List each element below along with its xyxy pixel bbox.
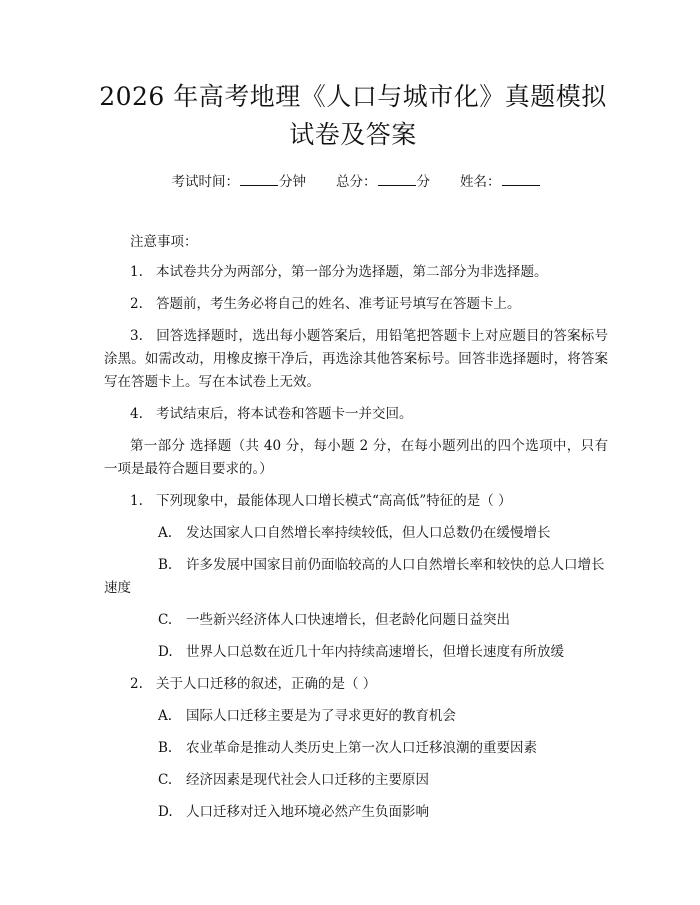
notice-item: 2. 答题前，考生务必将自己的姓名、准考证号填写在答题卡上。 [130,296,521,312]
notice-item: 3. 回答选择题时，选出每小题答案后，用铅笔把答题卡上对应题目的答案标号涂黑。如需改动，用橡皮擦干净后，再选涂其他答案标号。回答非选择题时，将答案写在答题卡上。写在本试卷上无效。 [104,328,608,390]
section-heading: 第一部分 选择题（共 40 分，每小题 2 分，在每小题列出的四个选项中，只有一项是最符合题目要求的。） [104,438,608,477]
exam-title [98,78,608,154]
notice-heading: 注意事项： [130,234,198,250]
option: B. 农业革命是推动人类历史上第一次人口迁移浪潮的重要因素 [158,740,537,756]
option: B. 许多发展中国家目前仍面临较高的人口自然增长率和较快的总人口增长速度 [104,557,605,596]
question: 2. 关于人口迁移的叙述，正确的是（ ） [130,676,377,692]
option: A. 国际人口迁移主要是为了寻求更好的教育机会 [158,708,456,724]
option: C. 一些新兴经济体人口快速增长，但老龄化问题日益突出 [158,612,510,628]
score-blank [378,173,416,186]
student-name: 姓名： [460,172,541,192]
option: C. 经济因素是现代社会人口迁移的主要原因 [158,772,429,788]
total-score: 总分： 分 [336,174,430,190]
notice-item: 4. 考试结束后，将本试卷和答题卡一并交回。 [130,406,413,422]
option: D. 世界人口总数在近几十年内持续高速增长，但增长速度有所放缓 [158,644,564,660]
exam-time: 考试时间： 分钟 [171,174,306,190]
exam-meta [104,172,608,192]
time-blank [240,173,278,186]
notice-item: 1. 本试卷共分为两部分，第一部分为选择题，第二部分为非选择题。 [130,264,548,280]
name-blank [502,173,540,186]
option: A. 发达国家人口自然增长率持续较低，但人口总数仍在缓慢增长 [158,525,551,541]
title-line-1: 2026 年高考地理《人口与城市化》真题模拟 [99,82,607,111]
question: 1. 下列现象中，最能体现人口增长模式“高高低”特征的是（ ） [130,493,512,509]
option: D. 人口迁移对迁入地环境必然产生负面影响 [158,804,429,820]
title-line-2: 试卷及答案 [289,120,417,149]
